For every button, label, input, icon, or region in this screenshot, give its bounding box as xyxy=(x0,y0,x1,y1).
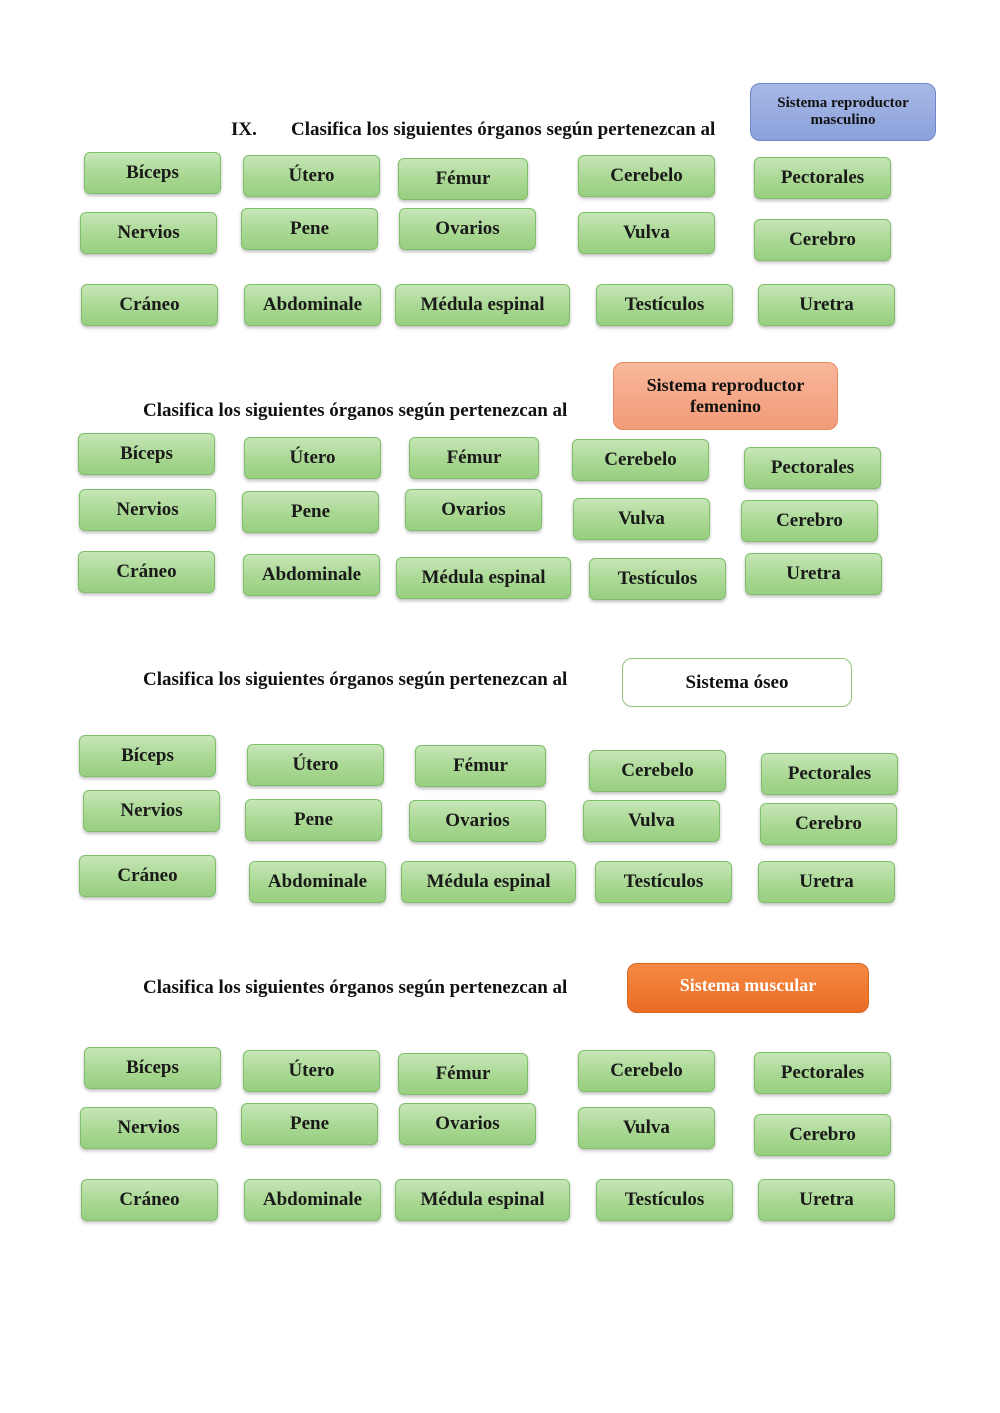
chip-cerebelo[interactable]: Cerebelo xyxy=(578,155,715,197)
section-3-prompt: Clasifica los siguientes órganos según pertenezcan al xyxy=(143,669,568,690)
chip-medula-espinal[interactable]: Médula espinal xyxy=(396,557,571,599)
chip-abdominale[interactable]: Abdominale xyxy=(244,1179,381,1221)
chip-craneo[interactable]: Cráneo xyxy=(79,855,216,897)
chip-vulva[interactable]: Vulva xyxy=(583,800,720,842)
chip-cerebelo[interactable]: Cerebelo xyxy=(589,750,726,792)
chip-nervios[interactable]: Nervios xyxy=(79,489,216,531)
chip-uretra[interactable]: Uretra xyxy=(758,1179,895,1221)
chip-pectorales[interactable]: Pectorales xyxy=(744,447,881,489)
target-sistema-reproductor-femenino[interactable]: Sistema reproductor femenino xyxy=(613,362,838,430)
chip-femur[interactable]: Fémur xyxy=(398,1053,528,1095)
chip-testiculos[interactable]: Testículos xyxy=(596,284,733,326)
chip-testiculos[interactable]: Testículos xyxy=(589,558,726,600)
chip-utero[interactable]: Útero xyxy=(244,437,381,479)
chip-pene[interactable]: Pene xyxy=(241,208,378,250)
chip-craneo[interactable]: Cráneo xyxy=(81,1179,218,1221)
chip-pene[interactable]: Pene xyxy=(245,799,382,841)
chip-ovarios[interactable]: Ovarios xyxy=(399,1103,536,1145)
chip-femur[interactable]: Fémur xyxy=(415,745,546,787)
chip-cerebro[interactable]: Cerebro xyxy=(754,1114,891,1156)
chip-utero[interactable]: Útero xyxy=(247,744,384,786)
chip-ovarios[interactable]: Ovarios xyxy=(409,800,546,842)
chip-testiculos[interactable]: Testículos xyxy=(596,1179,733,1221)
target-sistema-oseo[interactable]: Sistema óseo xyxy=(622,658,852,707)
chip-nervios[interactable]: Nervios xyxy=(80,1107,217,1149)
chip-femur[interactable]: Fémur xyxy=(409,437,539,479)
chip-utero[interactable]: Útero xyxy=(243,1050,380,1092)
target-sistema-muscular[interactable]: Sistema muscular xyxy=(627,963,869,1013)
chip-cerebelo[interactable]: Cerebelo xyxy=(572,439,709,481)
chip-ovarios[interactable]: Ovarios xyxy=(405,489,542,531)
section-number: IX. xyxy=(231,119,257,140)
target-sistema-reproductor-masculino[interactable]: Sistema reproductor masculino xyxy=(750,83,936,141)
section-4-prompt: Clasifica los siguientes órganos según pertenezcan al xyxy=(143,977,568,998)
chip-cerebelo[interactable]: Cerebelo xyxy=(578,1050,715,1092)
chip-abdominale[interactable]: Abdominale xyxy=(243,554,380,596)
chip-pectorales[interactable]: Pectorales xyxy=(754,1052,891,1094)
chip-nervios[interactable]: Nervios xyxy=(80,212,217,254)
chip-biceps[interactable]: Bíceps xyxy=(79,735,216,777)
chip-utero[interactable]: Útero xyxy=(243,155,380,197)
chip-vulva[interactable]: Vulva xyxy=(578,1107,715,1149)
chip-femur[interactable]: Fémur xyxy=(398,158,528,200)
chip-testiculos[interactable]: Testículos xyxy=(595,861,732,903)
chip-pectorales[interactable]: Pectorales xyxy=(761,753,898,795)
chip-craneo[interactable]: Cráneo xyxy=(78,551,215,593)
chip-pene[interactable]: Pene xyxy=(241,1103,378,1145)
chip-ovarios[interactable]: Ovarios xyxy=(399,208,536,250)
chip-craneo[interactable]: Cráneo xyxy=(81,284,218,326)
chip-cerebro[interactable]: Cerebro xyxy=(741,500,878,542)
chip-biceps[interactable]: Bíceps xyxy=(84,152,221,194)
section-1-prompt: IX. Clasifica los siguientes órganos según pertenezcan al xyxy=(231,119,716,140)
chip-medula-espinal[interactable]: Médula espinal xyxy=(395,284,570,326)
chip-biceps[interactable]: Bíceps xyxy=(84,1047,221,1089)
chip-biceps[interactable]: Bíceps xyxy=(78,433,215,475)
chip-cerebro[interactable]: Cerebro xyxy=(754,219,891,261)
chip-nervios[interactable]: Nervios xyxy=(83,790,220,832)
chip-vulva[interactable]: Vulva xyxy=(573,498,710,540)
chip-medula-espinal[interactable]: Médula espinal xyxy=(395,1179,570,1221)
chip-uretra[interactable]: Uretra xyxy=(758,284,895,326)
chip-vulva[interactable]: Vulva xyxy=(578,212,715,254)
chip-medula-espinal[interactable]: Médula espinal xyxy=(401,861,576,903)
chip-abdominale[interactable]: Abdominale xyxy=(249,861,386,903)
chip-cerebro[interactable]: Cerebro xyxy=(760,803,897,845)
chip-pectorales[interactable]: Pectorales xyxy=(754,157,891,199)
chip-pene[interactable]: Pene xyxy=(242,491,379,533)
section-2-prompt: Clasifica los siguientes órganos según pertenezcan al xyxy=(143,400,568,421)
chip-uretra[interactable]: Uretra xyxy=(745,553,882,595)
chip-uretra[interactable]: Uretra xyxy=(758,861,895,903)
chip-abdominale[interactable]: Abdominale xyxy=(244,284,381,326)
